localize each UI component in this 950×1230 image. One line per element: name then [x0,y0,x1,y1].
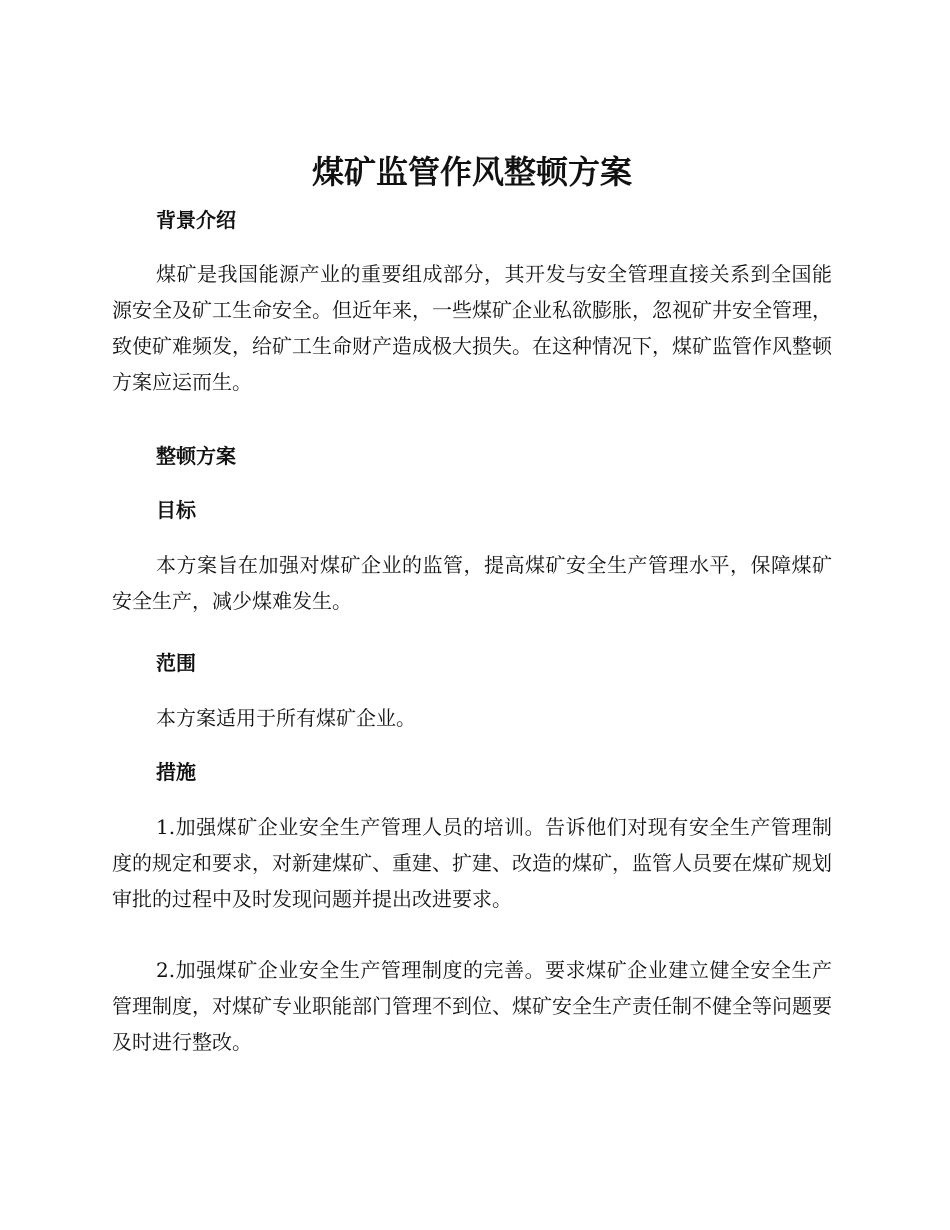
heading-plan: 整顿方案 [156,444,236,468]
paragraph-measure-2: 2.加强煤矿企业安全生产管理制度的完善。要求煤矿企业建立健全安全生产管理制度，对煤矿专业职能部门管理不到位、煤矿安全生产责任制不健全等问题要及时进行整改。 [112,958,832,1054]
heading-scope: 范围 [156,651,196,675]
paragraph-background: 煤矿是我国能源产业的重要组成部分，其开发与安全管理直接关系到全国能源安全及矿工生命安全。但近年来，一些煤矿企业私欲膨胀，忽视矿井安全管理，致使矿难频发，给矿工生命财产造成极大损失。在这种情况下，煤矿监管作风整顿方案应运而生。 [112,262,832,394]
paragraph-scope: 本方案适用于所有煤矿企业。 [156,706,416,730]
paragraph-goal: 本方案旨在加强对煤矿企业的监管，提高煤矿安全生产管理水平，保障煤矿安全生产，减少煤难发生。 [112,553,832,613]
document-title: 煤矿监管作风整顿方案 [311,153,632,191]
paragraph-measure-1: 1.加强煤矿企业安全生产管理人员的培训。告诉他们对现有安全生产管理制度的规定和要求，对新建煤矿、重建、扩建、改造的煤矿，监管人员要在煤矿规划审批的过程中及时发现问题并提出改进要求。 [112,815,832,911]
heading-measures: 措施 [156,760,196,784]
heading-goal: 目标 [156,498,196,522]
heading-background: 背景介绍 [156,208,236,232]
